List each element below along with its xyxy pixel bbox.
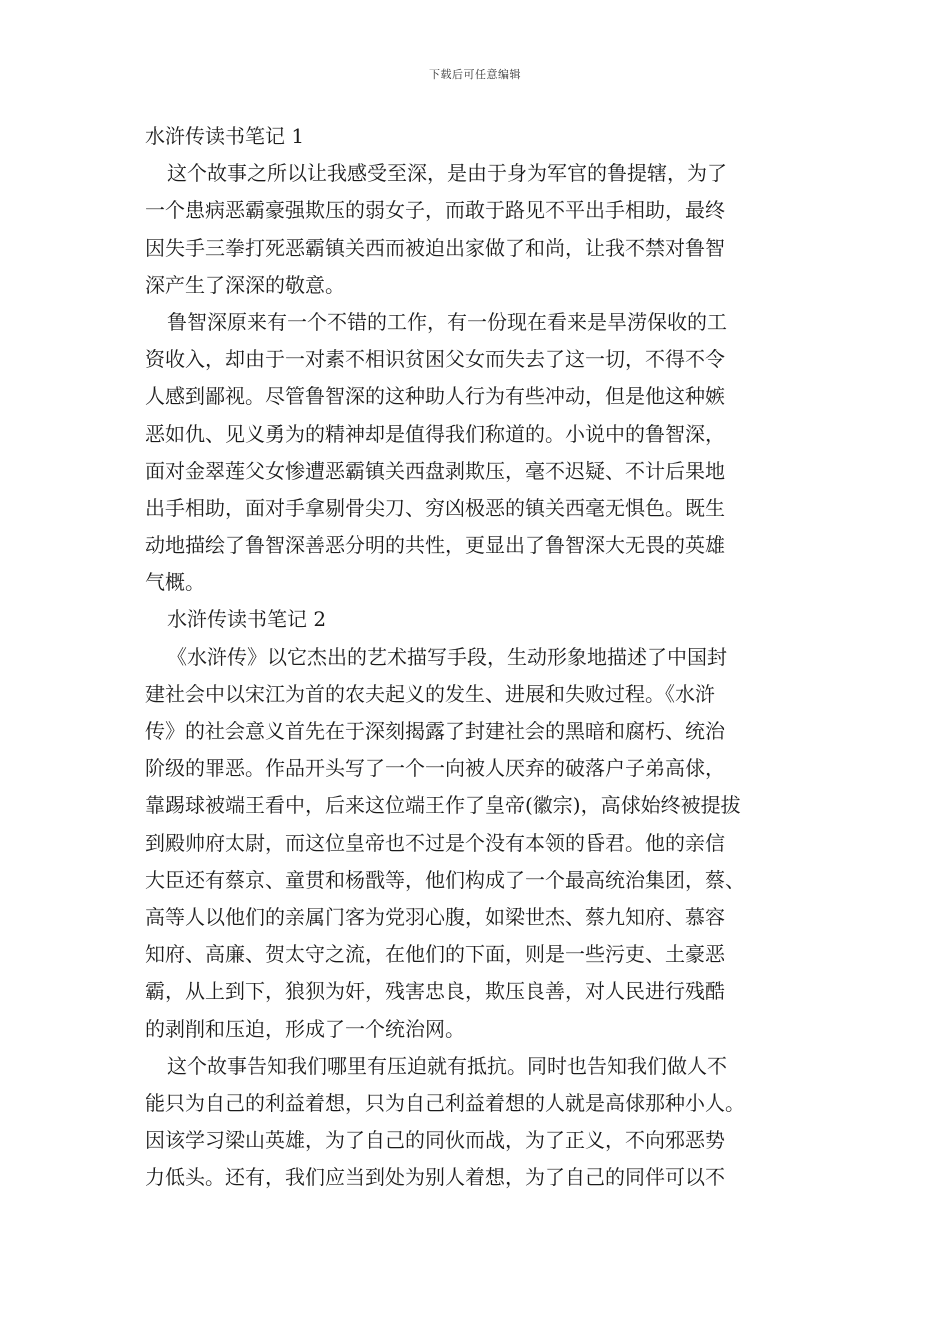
header-note: 下载后可任意编辑 <box>429 68 521 81</box>
paragraph-line: 这个故事之所以让我感受至深，是由于身为军官的鲁提辖，为了 <box>167 161 727 186</box>
paragraph-line: 气概。 <box>145 570 205 595</box>
paragraph-line: 力低头。还有，我们应当到处为别人着想，为了自己的同伴可以不 <box>145 1165 725 1190</box>
section-title-2: 水浒传读书笔记 2 <box>167 607 327 632</box>
paragraph-line: 动地描绘了鲁智深善恶分明的共性，更显出了鲁智深大无畏的英雄 <box>145 533 725 558</box>
paragraph-line: 靠踢球被端王看中，后来这位端王作了皇帝(徽宗)，高俅始终被提拔 <box>145 793 741 818</box>
paragraph-line: 阶级的罪恶。作品开头写了一个一向被人厌弃的破落户子弟高俅， <box>145 756 725 781</box>
paragraph-line: 高等人以他们的亲属门客为党羽心腹，如梁世杰、蔡九知府、慕容 <box>145 904 725 929</box>
paragraph-line: 知府、高廉、贺太守之流，在他们的下面，则是一些污吏、土豪恶 <box>145 942 725 967</box>
paragraph-line: 的剥削和压迫，形成了一个统治网。 <box>145 1016 465 1041</box>
paragraph-line: 霸，从上到下，狼狈为奸，残害忠良，欺压良善，对人民进行残酷 <box>145 979 725 1004</box>
paragraph-line: 这个故事告知我们哪里有压迫就有抵抗。同时也告知我们做人不 <box>167 1053 727 1078</box>
paragraph-line: 资收入，却由于一对素不相识贫困父女而失去了这一切，不得不令 <box>145 347 725 372</box>
paragraph-line: 面对金翠莲父女惨遭恶霸镇关西盘剥欺压，毫不迟疑、不计后果地 <box>145 458 725 483</box>
document-body <box>145 118 809 1196</box>
paragraph-line: 因失手三拳打死恶霸镇关西而被迫出家做了和尚，让我不禁对鲁智 <box>145 235 725 260</box>
paragraph-line: 人感到鄙视。尽管鲁智深的这种助人行为有些冲动，但是他这种嫉 <box>145 384 725 409</box>
paragraph-line: 鲁智深原来有一个不错的工作，有一份现在看来是旱涝保收的工 <box>167 309 727 334</box>
paragraph-line: 恶如仇、见义勇为的精神却是值得我们称道的。小说中的鲁智深， <box>145 421 725 446</box>
paragraph-line: 一个患病恶霸豪强欺压的弱女子，而敢于路见不平出手相助，最终 <box>145 198 725 223</box>
paragraph-line: 传》的社会意义首先在于深刻揭露了封建社会的黑暗和腐朽、统治 <box>145 719 725 743</box>
paragraph-line: 到殿帅府太尉，而这位皇帝也不过是个没有本领的昏君。他的亲信 <box>145 830 725 855</box>
paragraph-line: 能只为自己的利益着想，只为自己利益着想的人就是高俅那种小人。 <box>145 1090 745 1115</box>
paragraph-line: 大臣还有蔡京、童贯和杨戬等，他们构成了一个最高统治集团，蔡、 <box>145 867 745 892</box>
section-title-1: 水浒传读书笔记 1 <box>145 124 305 148</box>
paragraph-line: 建社会中以宋江为首的农夫起义的发生、进展和失败过程。《水浒 <box>145 681 715 706</box>
paragraph-line: 《水浒传》以它杰出的艺术描写手段，生动形象地描述了中国封 <box>167 644 727 669</box>
paragraph-line: 因该学习梁山英雄，为了自己的同伙而战，为了正义，不向邪恶势 <box>145 1128 725 1153</box>
paragraph-line: 深产生了深深的敬意。 <box>145 272 345 297</box>
paragraph-line: 出手相助，面对手拿剔骨尖刀、穷凶极恶的镇关西毫无惧色。既生 <box>145 495 725 520</box>
